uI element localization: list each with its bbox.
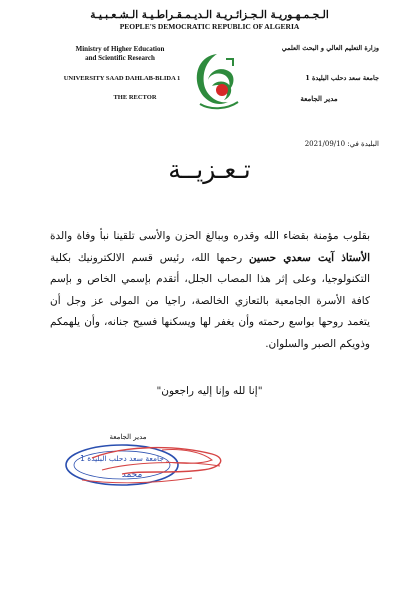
stamp-text: جامعة سعد دحلب البليدة 1 — [80, 454, 164, 463]
university-arabic: جامعة سعد دحلب البليدة 1 — [305, 74, 379, 82]
office-english: THE RECTOR — [113, 94, 157, 101]
signer-title: مدير الجامعة — [109, 433, 147, 441]
official-stamp — [62, 440, 232, 490]
date-line: البليدة في: 2021/09/10 — [304, 140, 379, 148]
quote: "إنا لله وإنا إليه راجعون" — [156, 385, 263, 397]
ministry-english-line2: and Scientific Research — [85, 54, 155, 62]
university-english: UNIVERSITY SAAD DAHLAB-BLIDA 1 — [63, 75, 181, 82]
university-logo — [188, 50, 246, 112]
page-title: تـعـزيــة — [168, 155, 251, 184]
office-arabic: مدير الجامعة — [300, 94, 338, 103]
country-name-english: PEOPLE'S DEMOCRATIC REPUBLIC OF ALGERIA — [119, 22, 300, 31]
condolence-body — [50, 226, 370, 356]
body-part2: رحمها الله، رئيس قسم الالكترونيك بكلية التكنولوجيا، وعلى إثر هذا المصاب الجلل، أتقدم بإسمي الخاص و بإسم كافة الأسرة الجامعية بالتعازي الخالصة، راجيا من المولى عز وجل أن يتغمد روحها بواسع رحمته وأن يغفر لها ويسكنها فسيح جنانه، وأن يلهمكم وذويكم الصبر والسلوان. — [50, 251, 370, 350]
body-name: الأستاذ آيت سعدي حسين — [249, 251, 370, 264]
ministry-english — [50, 45, 190, 63]
signature-name: محمد — [121, 470, 143, 480]
ministry-arabic: وزارة التعليم العالي و البحث العلمي — [281, 44, 379, 52]
body-part1: بقلوب مؤمنة بقضاء الله وقدره وببالغ الحزن والأسى تلقينا نبأ وفاة والدة — [50, 230, 370, 242]
country-name-arabic: الـجـمـهـوريـة الـجـزائـريـة الـديـمـقـراطـيـة الـشـعـبـيـة — [90, 9, 329, 21]
ministry-english-line1: Ministry of Higher Education — [75, 45, 165, 53]
